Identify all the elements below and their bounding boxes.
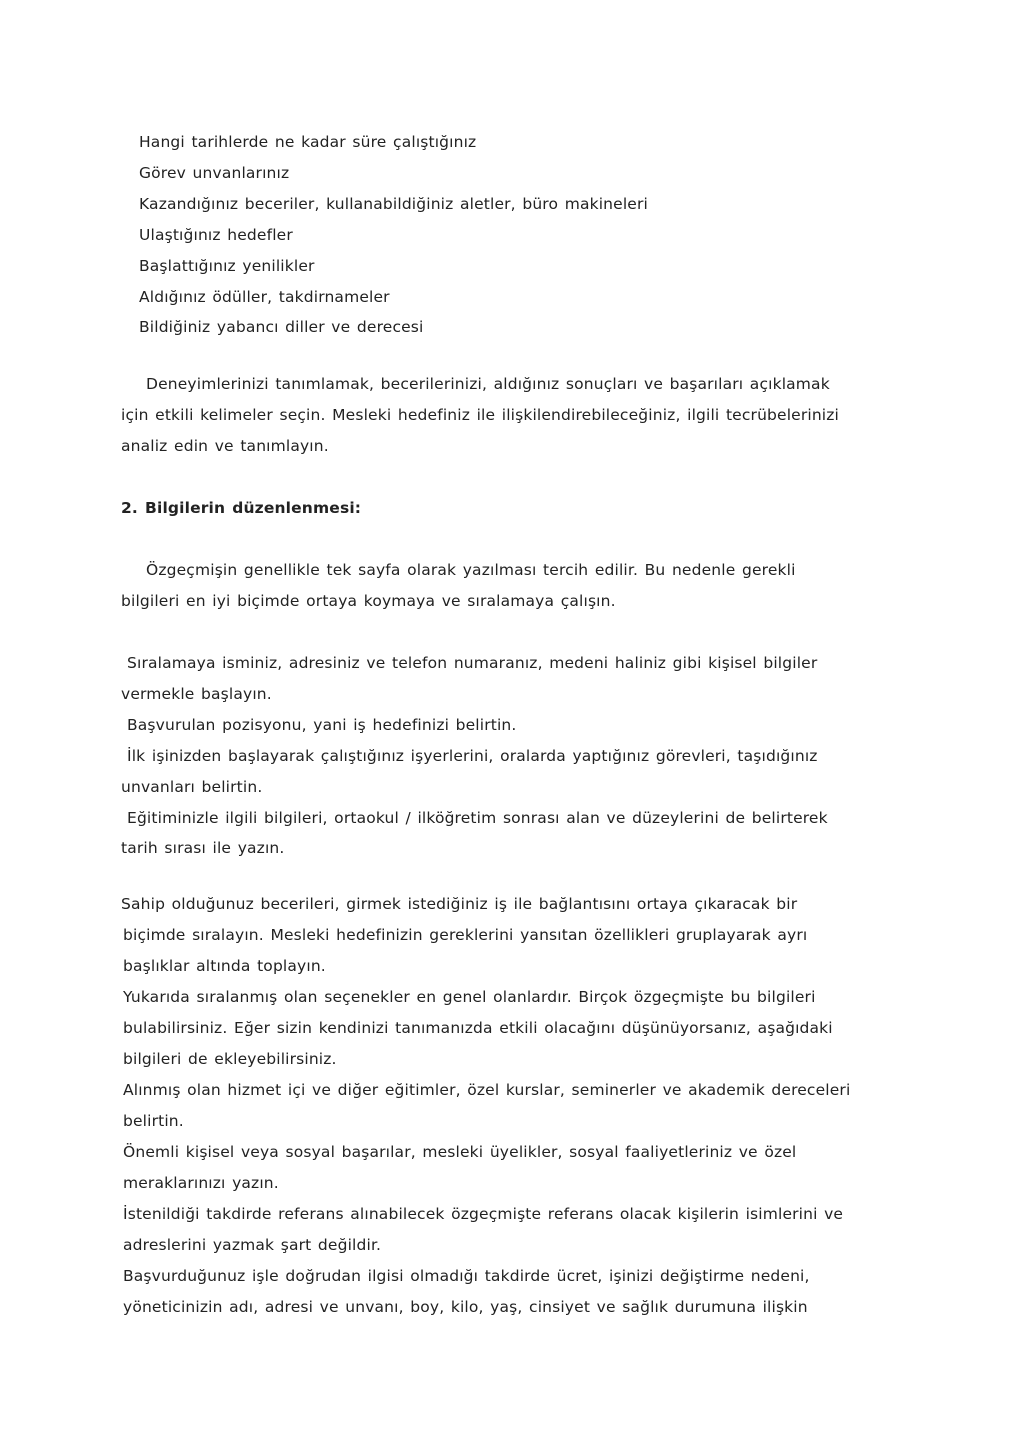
paragraph-line: başlıklar altında toplayın. [123,957,326,975]
paragraph-line: tarih sırası ile yazın. [121,839,285,857]
list-item: Başlattığınız yenilikler [139,257,315,275]
list-item: Bildiğiniz yabancı diller ve derecesi [139,318,424,336]
paragraph-line: bulabilirsiniz. Eğer sizin kendinizi tanımanızda etkili olacağını düşünüyorsanız, aşağıdaki [123,1019,833,1037]
paragraph-line: analiz edin ve tanımlayın. [121,437,329,455]
paragraph-line: bilgileri en iyi biçimde ortaya koymaya ve sıralamaya çalışın. [121,592,616,610]
paragraph-line: Önemli kişisel veya sosyal başarılar, mesleki üyelikler, sosyal faaliyetleriniz ve özel [123,1143,797,1161]
list-item: Hangi tarihlerde ne kadar süre çalıştığınız [139,133,477,151]
paragraph-line: vermekle başlayın. [121,685,272,703]
list-item: Kazandığınız beceriler, kullanabildiğiniz aletler, büro makineleri [139,195,648,213]
paragraph-line: Deneyimlerinizi tanımlamak, becerilerinizi, aldığınız sonuçları ve başarıları açıklamak [146,375,830,393]
paragraph-line: için etkili kelimeler seçin. Mesleki hedefiniz ile ilişkilendirebileceğiniz, ilgili tecrübelerinizi [121,406,840,424]
paragraph-line: Başvurulan pozisyonu, yani iş hedefinizi belirtin. [127,716,517,734]
paragraph-line: yöneticinizin adı, adresi ve unvanı, boy, kilo, yaş, cinsiyet ve sağlık durumuna ilişkin [123,1298,808,1316]
paragraph-line: Başvurduğunuz işle doğrudan ilgisi olmadığı takdirde ücret, işinizi değiştirme nedeni, [123,1267,810,1285]
paragraph-line: Sıralamaya isminiz, adresiniz ve telefon numaranız, medeni haliniz gibi kişisel bilgiler [127,654,818,672]
list-item: Aldığınız ödüller, takdirnameler [139,288,390,306]
paragraph-line: İlk işinizden başlayarak çalıştığınız işyerlerini, oralarda yaptığınız görevleri, taşıdığınız [127,747,818,765]
list-item: Görev unvanlarınız [139,164,290,182]
paragraph-line: Yukarıda sıralanmış olan seçenekler en genel olanlardır. Birçok özgeçmişte bu bilgileri [123,988,816,1006]
paragraph-line: biçimde sıralayın. Mesleki hedefinizin gereklerini yansıtan özellikleri gruplayarak ayrı [123,926,808,944]
paragraph-line: Eğitiminizle ilgili bilgileri, ortaokul / ilköğretim sonrası alan ve düzeylerini de belirterek [127,809,828,827]
section-heading: 2. Bilgilerin düzenlenmesi: [121,499,362,517]
paragraph-line: Özgeçmişin genellikle tek sayfa olarak yazılması tercih edilir. Bu nedenle gerekli [146,561,796,579]
list-item: Ulaştığınız hedefler [139,226,293,244]
paragraph-line: bilgileri de ekleyebilirsiniz. [123,1050,337,1068]
paragraph-line: Sahip olduğunuz becerileri, girmek istediğiniz iş ile bağlantısını ortaya çıkaracak bir [121,895,798,913]
paragraph-line: belirtin. [123,1112,184,1130]
paragraph-line: adreslerini yazmak şart değildir. [123,1236,382,1254]
paragraph-line: meraklarınızı yazın. [123,1174,279,1192]
paragraph-line: unvanları belirtin. [121,778,263,796]
paragraph-line: Alınmış olan hizmet içi ve diğer eğitimler, özel kurslar, seminerler ve akademik dereceleri [123,1081,851,1099]
paragraph-line: İstenildiği takdirde referans alınabilecek özgeçmişte referans olacak kişilerin isimlerini ve [123,1205,844,1223]
